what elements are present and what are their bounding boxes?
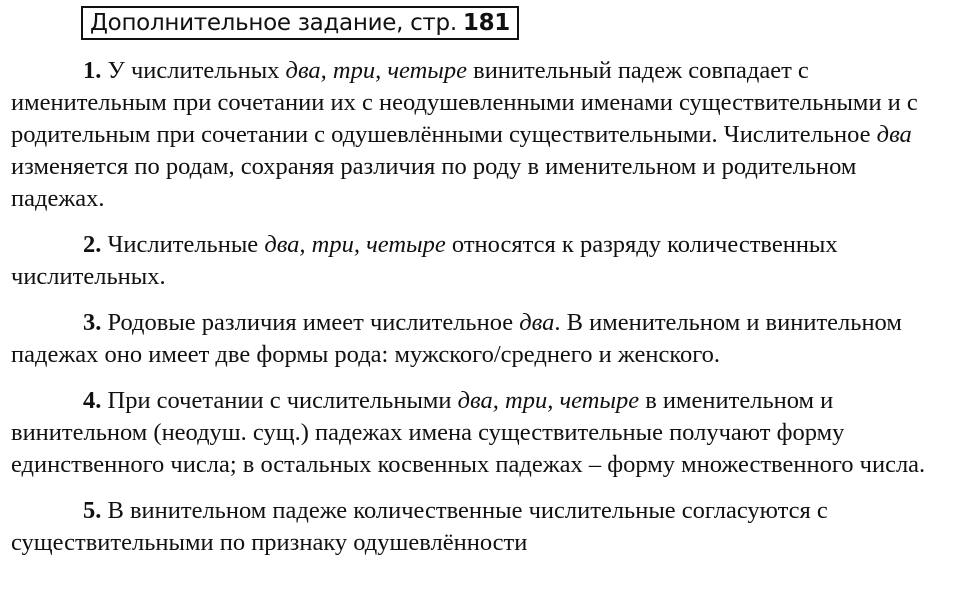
paragraph-number: 5. xyxy=(83,497,102,524)
paragraph-text: винительный падеж совпадает с именительным при сочетании их с неодушевленными именами существительными и с родительным при сочетании с одушевлёнными существительными. Числительное xyxy=(11,57,918,148)
paragraph-italic-text: два, три, четыре xyxy=(285,57,467,84)
paragraph-number: 1. xyxy=(83,57,102,84)
paragraph-2 xyxy=(11,229,951,293)
paragraph-3 xyxy=(11,307,951,371)
paragraph-text: При сочетании с числительными xyxy=(101,387,458,414)
paragraph-number: 2. xyxy=(83,231,102,258)
paragraph-4 xyxy=(11,385,951,481)
paragraph-text: . В именительном и винительном падежах оно имеет две формы рода: мужского/среднего и женского. xyxy=(11,309,902,368)
header-page-number: 181 xyxy=(462,10,510,36)
answer-text xyxy=(11,55,951,573)
assignment-header xyxy=(81,6,519,40)
paragraph-text: В винительном падеже количественные числительные согласуются с существительными по признаку одушевлённости xyxy=(11,497,828,556)
paragraph-text: в именительном и винительном (неодуш. сущ.) падежах имена существительные получают форму единственного числа; в остальных косвенных падежах – форму множественного числа. xyxy=(11,387,926,478)
paragraph-text: Родовые различия имеет числительное xyxy=(101,309,520,336)
paragraph-5 xyxy=(11,495,951,559)
paragraph-number: 3. xyxy=(83,309,102,336)
paragraph-number: 4. xyxy=(83,387,102,414)
paragraph-1 xyxy=(11,55,951,215)
paragraph-text: относятся к разряду количественных числительных. xyxy=(11,231,838,290)
paragraph-italic-text: два xyxy=(876,121,912,148)
header-title: Дополнительное задание, стр. xyxy=(90,10,457,36)
paragraph-italic-text: два, три, четыре xyxy=(264,231,446,258)
paragraph-italic-text: два, три, четыре xyxy=(457,387,640,414)
paragraph-italic-text: два xyxy=(519,309,555,336)
paragraph-text: У числительных xyxy=(101,57,286,84)
paragraph-text: Числительные xyxy=(101,231,265,258)
paragraph-text: изменяется по родам, сохраняя различия по роду в именительном и родительном падежах. xyxy=(11,153,857,212)
